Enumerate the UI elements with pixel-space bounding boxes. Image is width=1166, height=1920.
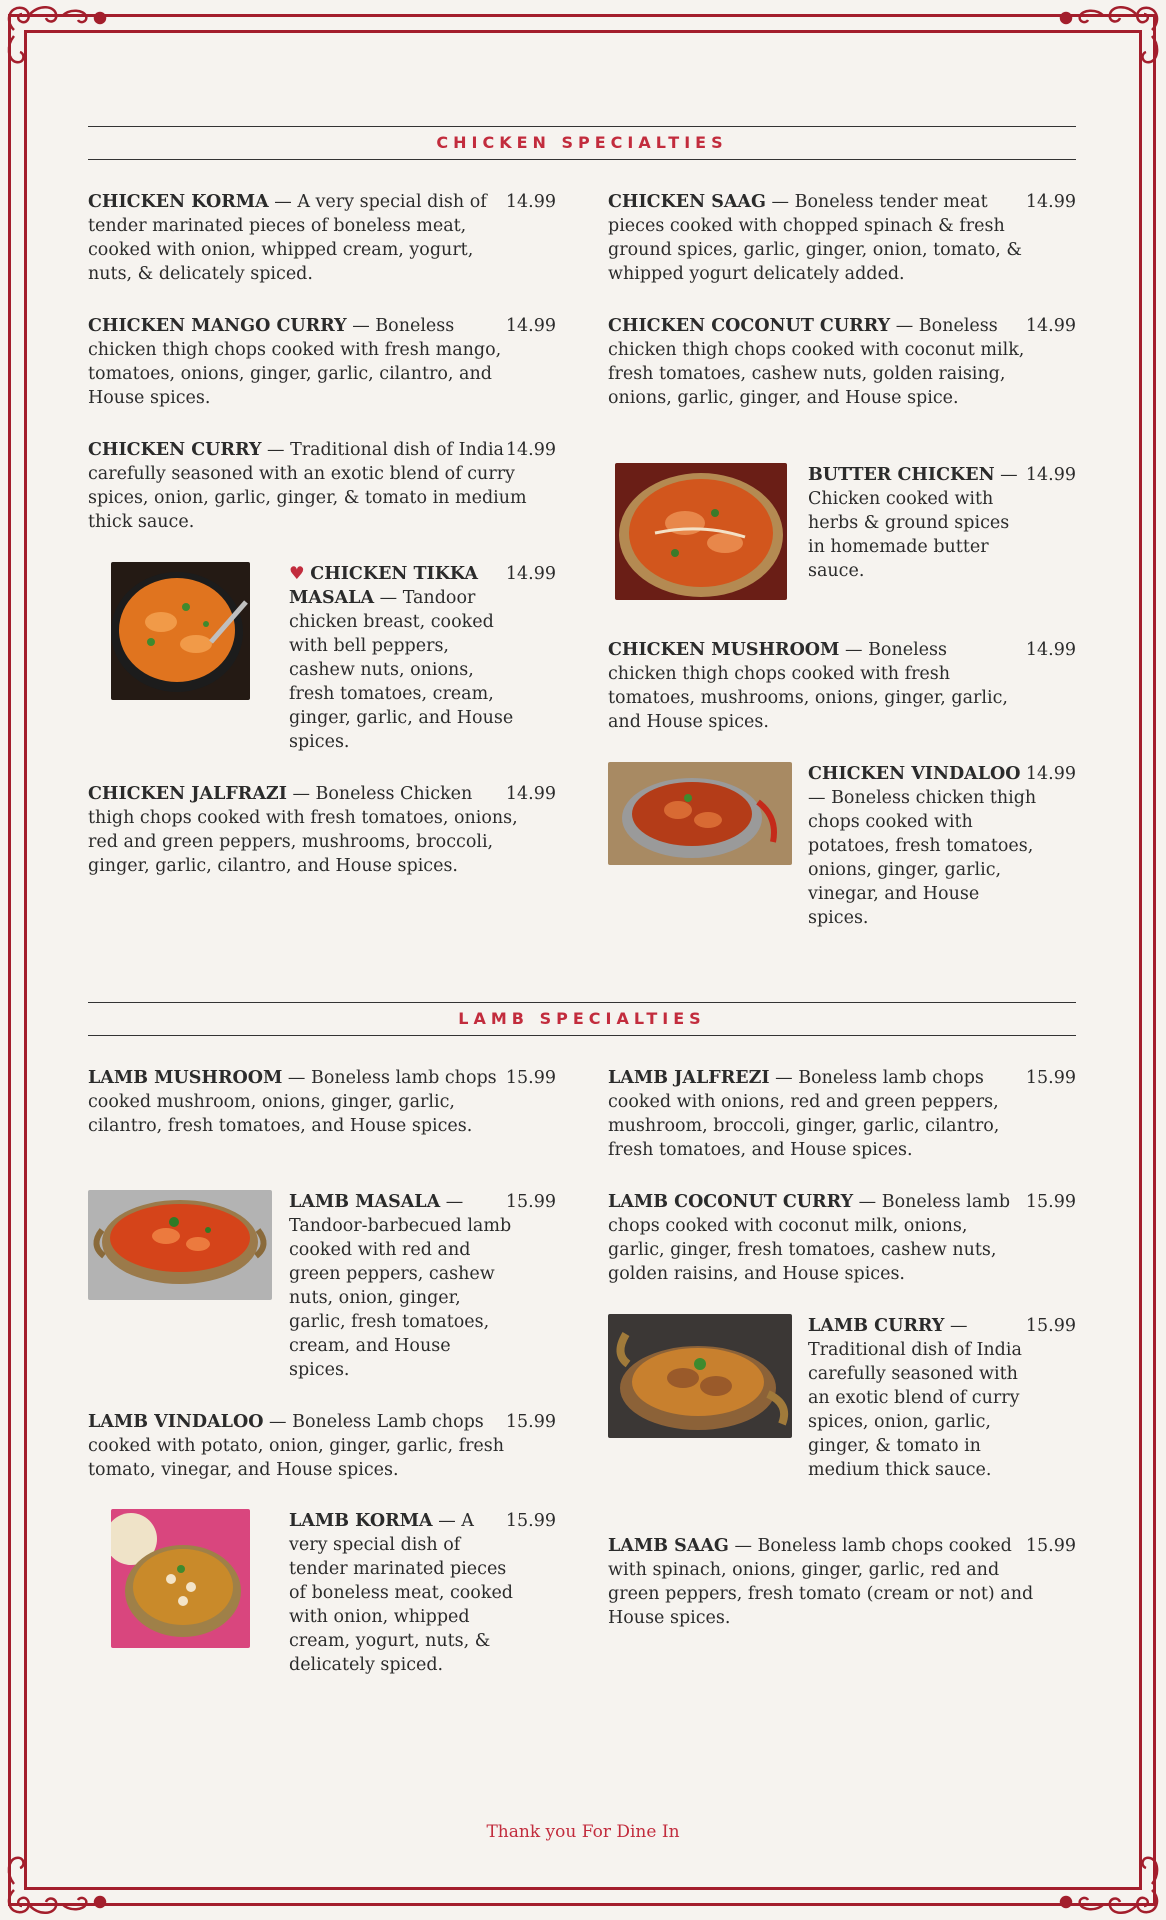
item-price: 15.99 (505, 1412, 556, 1432)
item-name: CHICKEN KORMA (88, 192, 269, 212)
item-name: CHICKEN CURRY (88, 440, 262, 460)
item-description: — Boneless Chicken thigh chops cooked with fresh tomatoes, onions, red and green peppers, mushrooms, broccoli, ginger, garlic, cilantro, and House spices. (88, 784, 518, 876)
item-name: CHICKEN VINDALOO (808, 764, 1021, 784)
chicken-tikka-masala-photo (111, 562, 250, 700)
item-name: BUTTER CHICKEN (808, 465, 995, 485)
item-name: CHICKEN COCONUT CURRY (608, 316, 891, 336)
menu-item-chicken-korma (88, 190, 556, 286)
menu-item-chicken-mushroom (608, 638, 1076, 734)
lamb-curry-photo (608, 1314, 792, 1438)
item-description: — Boneless lamb chops cooked with spinach, onions, ginger, garlic, red and green peppers, fresh tomato (cream or not) and House spices. (608, 1536, 1034, 1628)
lamb-korma-photo (111, 1509, 250, 1648)
item-price: 15.99 (505, 1068, 556, 1088)
menu-item-lamb-korma (289, 1509, 556, 1677)
item-price: 14.99 (1025, 316, 1076, 336)
item-price: 14.99 (505, 564, 556, 584)
item-description: — Boneless chicken thigh chops cooked with fresh tomatoes, mushrooms, onions, ginger, garlic, and House spices. (608, 640, 1008, 732)
item-name: CHICKEN MUSHROOM (608, 640, 840, 660)
item-price: 15.99 (1025, 1192, 1076, 1212)
item-price: 14.99 (505, 440, 556, 460)
menu-item-lamb-masala (289, 1190, 556, 1382)
item-description: — Boneless chicken thigh chops cooked with fresh mango, tomatoes, onions, ginger, garlic, cilantro, and House spices. (88, 316, 502, 408)
item-name: CHICKEN SAAG (608, 192, 766, 212)
section-title-lamb: LAMB SPECIALTIES (88, 1002, 1076, 1036)
item-price: 15.99 (1025, 1536, 1076, 1556)
item-description: — A very special dish of tender marinated pieces of boneless meat, cooked with onion, whipped cream, yogurt, nuts, & delicately spiced. (88, 192, 487, 284)
favorite-heart-icon: ♥ (289, 564, 305, 584)
menu-item-chicken-jalfrazi (88, 782, 556, 878)
chicken-vindaloo-photo (608, 762, 792, 865)
menu-item-butter-chicken (808, 463, 1076, 583)
menu-item-chicken-vindaloo (808, 762, 1076, 930)
item-name: LAMB SAAG (608, 1536, 729, 1556)
item-description: — Boneless lamb chops cooked mushroom, onions, ginger, garlic, cilantro, fresh tomatoes, and House spices. (88, 1068, 497, 1136)
item-description: — A very special dish of tender marinated pieces of boneless meat, cooked with onion, whipped cream, yogurt, nuts, & delicately spiced. (289, 1511, 513, 1675)
item-description: — Boneless chicken thigh chops cooked with potatoes, fresh tomatoes, onions, ginger, garlic, vinegar, and House spices. (808, 788, 1037, 928)
menu-item-lamb-mushroom (88, 1066, 556, 1138)
item-price: 14.99 (1025, 640, 1076, 660)
ornament-corner-icon (1056, 1850, 1166, 1920)
item-price: 14.99 (1025, 192, 1076, 212)
item-description: — Boneless chicken thigh chops cooked with coconut milk, fresh tomatoes, cashew nuts, golden raising, onions, garlic, ginger, and House spice. (608, 316, 1025, 408)
menu-item-lamb-saag (608, 1534, 1076, 1630)
menu-item-chicken-saag (608, 190, 1076, 286)
item-price: 14.99 (505, 192, 556, 212)
item-name: LAMB CURRY (808, 1316, 945, 1336)
item-name: LAMB VINDALOO (88, 1412, 264, 1432)
item-price: 14.99 (505, 316, 556, 336)
item-name: LAMB MUSHROOM (88, 1068, 283, 1088)
item-price: 15.99 (505, 1511, 556, 1531)
item-name: LAMB COCONUT CURRY (608, 1192, 854, 1212)
item-price: 14.99 (1025, 764, 1076, 784)
menu-item-chicken-mango-curry (88, 314, 556, 410)
ornament-corner-icon (1056, 0, 1166, 70)
item-price: 15.99 (1025, 1316, 1076, 1336)
butter-chicken-photo (615, 463, 787, 600)
item-price: 14.99 (505, 784, 556, 804)
item-description: — Boneless lamb chops cooked with onions, red and green peppers, mushroom, broccoli, ginger, garlic, cilantro, fresh tomatoes, and House spices. (608, 1068, 1000, 1160)
menu-item-lamb-coconut-curry (608, 1190, 1076, 1286)
menu-item-lamb-jalfrezi (608, 1066, 1076, 1162)
footer-thank-you: Thank you For Dine In (486, 1822, 680, 1842)
item-description: — Traditional dish of India carefully seasoned with an exotic blend of curry spices, onion, garlic, ginger, & tomato in medium thick sauce. (88, 440, 527, 532)
item-name: LAMB KORMA (289, 1511, 433, 1531)
menu-item-chicken-coconut-curry (608, 314, 1076, 410)
item-name: CHICKEN JALFRAZI (88, 784, 287, 804)
ornament-corner-icon (0, 0, 110, 70)
menu-item-lamb-curry (808, 1314, 1076, 1482)
menu-item-chicken-curry (88, 438, 556, 534)
item-description: — Tandoor chicken breast, cooked with bell peppers, cashew nuts, onions, fresh tomatoes, cream, ginger, garlic, and House spices. (289, 588, 514, 752)
item-description: — Chicken cooked with herbs & ground spices in homemade butter sauce. (808, 465, 1018, 581)
ornament-corner-icon (0, 1850, 110, 1920)
menu-item-chicken-tikka-masala (289, 562, 556, 754)
item-description: — Boneless Lamb chops cooked with potato, onion, ginger, garlic, fresh tomato, vinegar, and House spices. (88, 1412, 505, 1480)
section-title-chicken: CHICKEN SPECIALTIES (88, 126, 1076, 160)
item-price: 15.99 (505, 1192, 556, 1212)
item-name: CHICKEN TIKKA MASALA (289, 564, 478, 608)
item-name: LAMB MASALA (289, 1192, 441, 1212)
item-name: LAMB JALFREZI (608, 1068, 770, 1088)
item-description: — Traditional dish of India carefully seasoned with an exotic blend of curry spices, onion, garlic, ginger, & tomato in medium thick sauce. (808, 1316, 1022, 1480)
item-price: 14.99 (1025, 465, 1076, 485)
item-description: — Boneless tender meat pieces cooked with chopped spinach & fresh ground spices, garlic, ginger, onion, tomato, & whipped yogurt delicately added. (608, 192, 1022, 284)
item-price: 15.99 (1025, 1068, 1076, 1088)
menu-item-lamb-vindaloo (88, 1410, 556, 1482)
item-description: — Boneless lamb chops cooked with coconut milk, onions, garlic, ginger, fresh tomatoes, cashew nuts, golden raisins, and House spices. (608, 1192, 1011, 1284)
lamb-masala-photo (88, 1190, 272, 1300)
item-name: CHICKEN MANGO CURRY (88, 316, 347, 336)
item-description: — Tandoor-barbecued lamb cooked with red and green peppers, cashew nuts, onion, ginger, garlic, fresh tomatoes, cream, and House spices. (289, 1192, 512, 1380)
